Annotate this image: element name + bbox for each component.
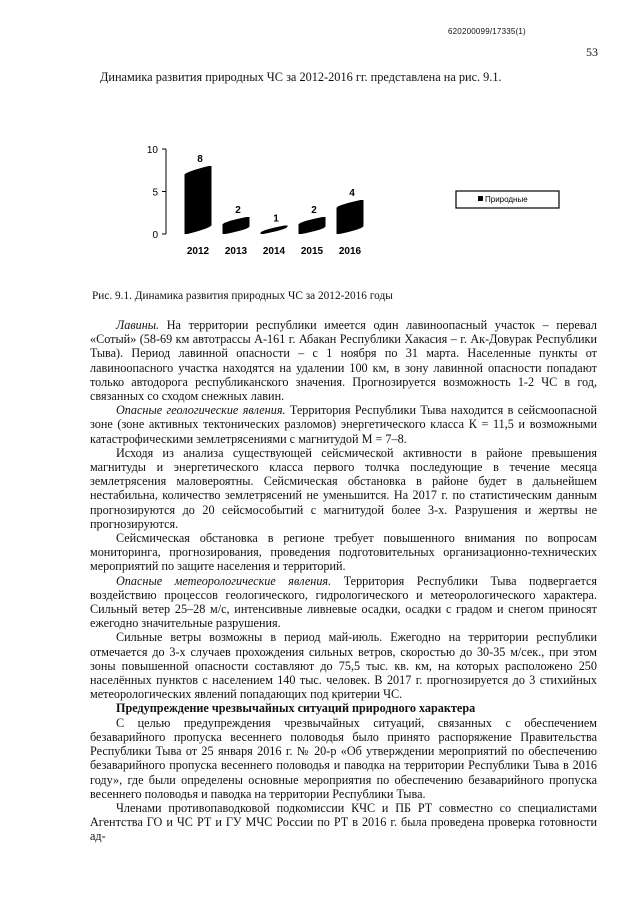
y-tick-label: 0 xyxy=(152,230,158,241)
paragraph-strong-winds xyxy=(90,630,597,701)
data-label-2013: 2 xyxy=(235,205,241,216)
document-body xyxy=(90,318,597,844)
data-label-2016: 4 xyxy=(349,188,355,199)
section-heading: Предупреждение чрезвычайных ситуаций природного характера xyxy=(116,701,476,716)
paragraph-text: Исходя из анализа существующей сейсмической активности в районе превышения магнитуды и энергетического класса первого толчка последующие в течение месяца землетрясения маловероятны. Сейсмическая обстановка в районе будет в дальнейшем нестабильна, количество землетрясений не уменьшится. На 2017 г. по статистическим данным прогнозируются до 20 сейсмособытий с магнитудой более 3-х. Разрушения и жертвы не прогнозируются. xyxy=(90,445,597,531)
paragraph-geological xyxy=(90,403,597,446)
intro-sentence: Динамика развития природных ЧС за 2012-2016 гг. представлена на рис. 9.1. xyxy=(100,70,502,84)
paragraph-seismic-analysis xyxy=(90,446,597,531)
paragraph-text: Членами противопаводковой подкомиссии КЧС и ПБ РТ совместно со специалистами Агентства ГО и ЧС РТ и ГУ МЧС России по РТ в 2016 г. была проведена проверка готовности ад- xyxy=(90,800,597,844)
paragraph-meteorological xyxy=(90,574,597,631)
paragraph-text: С целью предупреждения чрезвычайных ситуаций, связанных с обеспечением безаварийного пропуска весеннего половодья было принято распоряжение Правительства Республики Тыва от 25 января 2016 г. № 20-р «Об утверждении мероприятий по обеспечению безаварийного пропуска весеннего половодья и паводка на территории Республики Тыва в 2016 году», где были определены основные мероприятия по обеспечению безаварийного пропуска весеннего половодья и паводка на территории Республики Тыва. xyxy=(90,715,597,801)
paragraph-text: Сильные ветры возможны в период май-июль. Ежегодно на территории республики отмечается до 3-х случаев прохождения сильных ветров, скоростью до 30-35 м/сек., при этом зоны повышенной опасности составляют до 75,5 тыс. кв. км, на которых расположено 250 населённых пунктов с населением 140 тыс. человек. В 2017 г. прогнозируется до 3 стихийных метеорологических явлений попадающих под критерии ЧС. xyxy=(90,630,597,702)
data-label-2015: 2 xyxy=(311,205,317,216)
paragraph-seismic-monitoring xyxy=(90,531,597,574)
page-number: 53 xyxy=(586,45,598,59)
x-tick-label-2013: 2013 xyxy=(224,246,248,257)
bar-2015 xyxy=(299,217,326,234)
paragraph-text: Территория Республики Тыва подвергается воздействию процессов геологического, гидрологического и метеорологического характера. Сильный ветер 25–28 м/с, интенсивные ливневые осадки, осадки с градом и снегом приносят ежегодно значительные разрушения. xyxy=(90,573,597,631)
paragraph-lead: Опасные геологические явления. xyxy=(116,403,286,418)
paragraph-lead: Опасные метеорологические явления. xyxy=(116,573,332,588)
paragraph-text: На территории республики имеется один лавиноопасный участок – перевал «Сотый» (58-69 км автотрассы А-161 г. Абакан Республики Хакасия – г. Ак-Довурак Республики Тыва). Период лавинной опасности – с 1 ноября по 31 марта. Населенные пункты от лавиноопасного участка находятся на удалении 100 км, в зону лавинной опасности попадают только автодорога республиканского значения. Прогнозируется возможность 1-2 ЧС в год, связанных со сходом снежных лавин. xyxy=(90,318,597,404)
figure-caption: Рис. 9.1. Динамика развития природных ЧС за 2012-2016 годы xyxy=(92,290,393,302)
chart-bars xyxy=(185,154,364,257)
bar-2013 xyxy=(223,217,250,234)
y-tick-label: 10 xyxy=(146,145,158,156)
bar-2014 xyxy=(261,226,288,235)
document-code: 620200099/17335(1) xyxy=(448,27,526,36)
paragraph-lead: Лавины. xyxy=(116,318,160,332)
paragraph-flood-prevention xyxy=(90,716,597,801)
legend-label: Природные xyxy=(485,195,528,204)
data-label-2012: 8 xyxy=(197,154,203,165)
emergency-dynamics-chart xyxy=(130,130,570,270)
paragraph-inspection xyxy=(90,801,597,844)
bar-2012 xyxy=(185,166,212,234)
paragraph-text: Сейсмическая обстановка в регионе требует повышенного внимания по вопросам мониторинга, прогнозирования, проведения подготовительных организационно-технических мероприятий по защите населения и территорий. xyxy=(90,531,597,574)
x-tick-label-2014: 2014 xyxy=(262,246,286,257)
x-tick-label-2015: 2015 xyxy=(300,246,324,257)
bar-2016 xyxy=(337,200,364,234)
legend-swatch xyxy=(478,196,483,201)
paragraph-avalanches xyxy=(90,318,597,403)
x-tick-label-2012: 2012 xyxy=(186,246,210,257)
y-tick-label: 5 xyxy=(152,187,158,199)
paragraph-text: Территория Республики Тыва находится в сейсмоопасной зоне (зоне активных тектонических разломов) энергетического класса К = 11,5 и возможными катастрофическими землетрясениями с магнитудой М = 7–8. xyxy=(90,403,597,446)
chart-axis xyxy=(147,145,166,241)
data-label-2014: 1 xyxy=(273,213,279,225)
chart-legend xyxy=(456,191,559,208)
x-tick-label-2016: 2016 xyxy=(338,246,362,257)
